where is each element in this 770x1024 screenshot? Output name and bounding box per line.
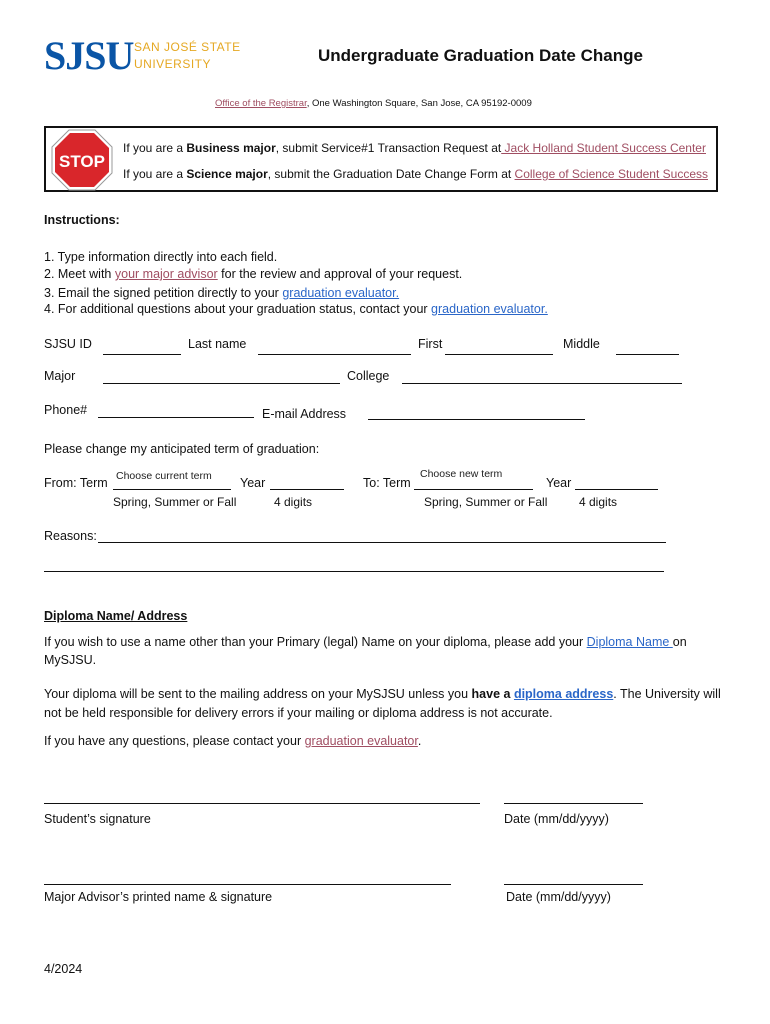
advisor-date-field[interactable]: [504, 884, 643, 885]
term-prompt: Please change my anticipated term of graduation:: [44, 442, 320, 456]
instruction-1: 1. Type information directly into each field.: [44, 250, 278, 264]
stop-notice-box: [44, 126, 718, 192]
registrar-link[interactable]: Office of the Registrar: [215, 98, 307, 109]
last-name-label: Last name: [188, 337, 247, 351]
from-year-label: Year: [240, 476, 266, 490]
notice2-mid: , submit the Graduation Date Change Form at: [267, 167, 515, 181]
to-term-hint: Spring, Summer or Fall: [424, 495, 548, 509]
instruction-4-prefix: 4. For additional questions about your graduation status, contact your: [44, 302, 432, 316]
to-term-label: To: Term: [363, 476, 411, 490]
evaluator-link-1[interactable]: graduation evaluator.: [282, 286, 400, 300]
notice2-prefix: If you are a: [123, 167, 187, 181]
instruction-2: [44, 267, 462, 281]
diploma-p2-bold: have a: [471, 687, 514, 701]
student-signature-field[interactable]: [44, 803, 480, 804]
from-term-label: From: Term: [44, 476, 108, 490]
diploma-p1-prefix: If you wish to use a name other than your Primary (legal) Name on your diploma, please add your: [44, 635, 587, 649]
diploma-address-paragraph: [44, 687, 721, 701]
form-version: 4/2024: [44, 962, 83, 976]
major-field[interactable]: [103, 383, 340, 384]
middle-name-label: Middle: [563, 337, 600, 351]
phone-field[interactable]: [98, 417, 254, 418]
advisor-signature-label: Major Advisor’s printed name & signature: [44, 890, 273, 904]
diploma-p2-suffix: . The University will: [613, 687, 721, 701]
from-year-field[interactable]: [270, 489, 344, 490]
sjsu-id-field[interactable]: [103, 354, 181, 355]
student-signature-label: Student’s signature: [44, 812, 151, 826]
reasons-field-line-1[interactable]: [98, 542, 666, 543]
college-field[interactable]: [402, 383, 682, 384]
new-term-dropdown[interactable]: Choose new term: [420, 468, 503, 480]
evaluator-link-3[interactable]: graduation evaluator: [304, 734, 418, 748]
phone-label: Phone#: [44, 403, 88, 417]
major-advisor-link[interactable]: your major advisor: [114, 267, 218, 281]
to-year-label: Year: [546, 476, 572, 490]
last-name-field[interactable]: [258, 354, 411, 355]
stop-sign-icon: [50, 128, 114, 192]
from-term-hint: Spring, Summer or Fall: [113, 495, 237, 509]
current-term-underline: [113, 489, 231, 490]
sjsu-logo: SJSU: [44, 33, 134, 78]
notice1-bold: Business major: [186, 141, 276, 155]
major-label: Major: [44, 369, 76, 383]
instruction-4: [44, 302, 548, 316]
stop-sign-text: STOP: [59, 152, 105, 171]
first-name-label: First: [418, 337, 443, 351]
business-major-notice: [123, 141, 706, 155]
diploma-name-link[interactable]: Diploma Name: [586, 635, 673, 649]
science-success-link[interactable]: College of Science Student Success: [514, 167, 708, 181]
email-field[interactable]: [368, 419, 585, 420]
diploma-name-paragraph-line2: MySJSU.: [44, 653, 97, 667]
college-label: College: [347, 369, 390, 383]
reasons-label: Reasons:: [44, 529, 97, 543]
contact-prefix: If you have any questions, please contact your: [44, 734, 305, 748]
middle-name-field[interactable]: [616, 354, 679, 355]
evaluator-link-2[interactable]: graduation evaluator.: [431, 302, 548, 316]
advisor-signature-field[interactable]: [44, 884, 451, 885]
success-center-link[interactable]: Jack Holland Student Success Center: [501, 141, 706, 155]
logo-line-1: SAN JOSÉ STATE: [134, 40, 241, 54]
first-name-field[interactable]: [445, 354, 553, 355]
diploma-address-link[interactable]: diploma address: [513, 687, 614, 701]
instruction-3: [44, 286, 399, 300]
science-major-notice: [123, 167, 708, 181]
to-year-hint: 4 digits: [579, 495, 618, 509]
student-date-label: Date (mm/dd/yyyy): [504, 812, 609, 826]
instruction-2-suffix: for the review and approval of your request.: [217, 267, 463, 281]
contact-suffix: .: [417, 734, 422, 748]
diploma-heading: Diploma Name/ Address: [44, 609, 188, 623]
sjsu-id-label: SJSU ID: [44, 337, 92, 351]
from-year-hint: 4 digits: [274, 495, 313, 509]
notice1-prefix: If you are a: [123, 141, 187, 155]
new-term-underline: [414, 489, 533, 490]
diploma-p1-suffix: on: [672, 635, 687, 649]
diploma-p2-prefix: Your diploma will be sent to the mailing address on your MySJSU unless you: [44, 687, 472, 701]
student-date-field[interactable]: [504, 803, 643, 804]
instruction-3-prefix: 3. Email the signed petition directly to your: [44, 286, 283, 300]
advisor-date-label: Date (mm/dd/yyyy): [506, 890, 611, 904]
diploma-name-paragraph: [44, 635, 687, 649]
contact-paragraph: [44, 734, 421, 748]
page-title: Undergraduate Graduation Date Change: [318, 46, 643, 65]
diploma-address-paragraph-line2: not be held responsible for delivery errors if your mailing or diploma address is not accurate.: [44, 706, 553, 720]
notice2-bold: Science major: [186, 167, 268, 181]
instruction-2-prefix: 2. Meet with: [44, 267, 115, 281]
instructions-heading: Instructions:: [44, 213, 120, 227]
current-term-dropdown[interactable]: Choose current term: [116, 470, 212, 482]
address-text: , One Washington Square, San Jose, CA 95192-0009: [306, 98, 532, 109]
reasons-field-line-2[interactable]: [44, 571, 664, 572]
logo-line-2: UNIVERSITY: [134, 57, 212, 71]
registrar-address: [215, 98, 532, 109]
email-label: E-mail Address: [262, 407, 347, 421]
notice1-mid: , submit Service#1 Transaction Request at: [275, 141, 502, 155]
to-year-field[interactable]: [575, 489, 658, 490]
